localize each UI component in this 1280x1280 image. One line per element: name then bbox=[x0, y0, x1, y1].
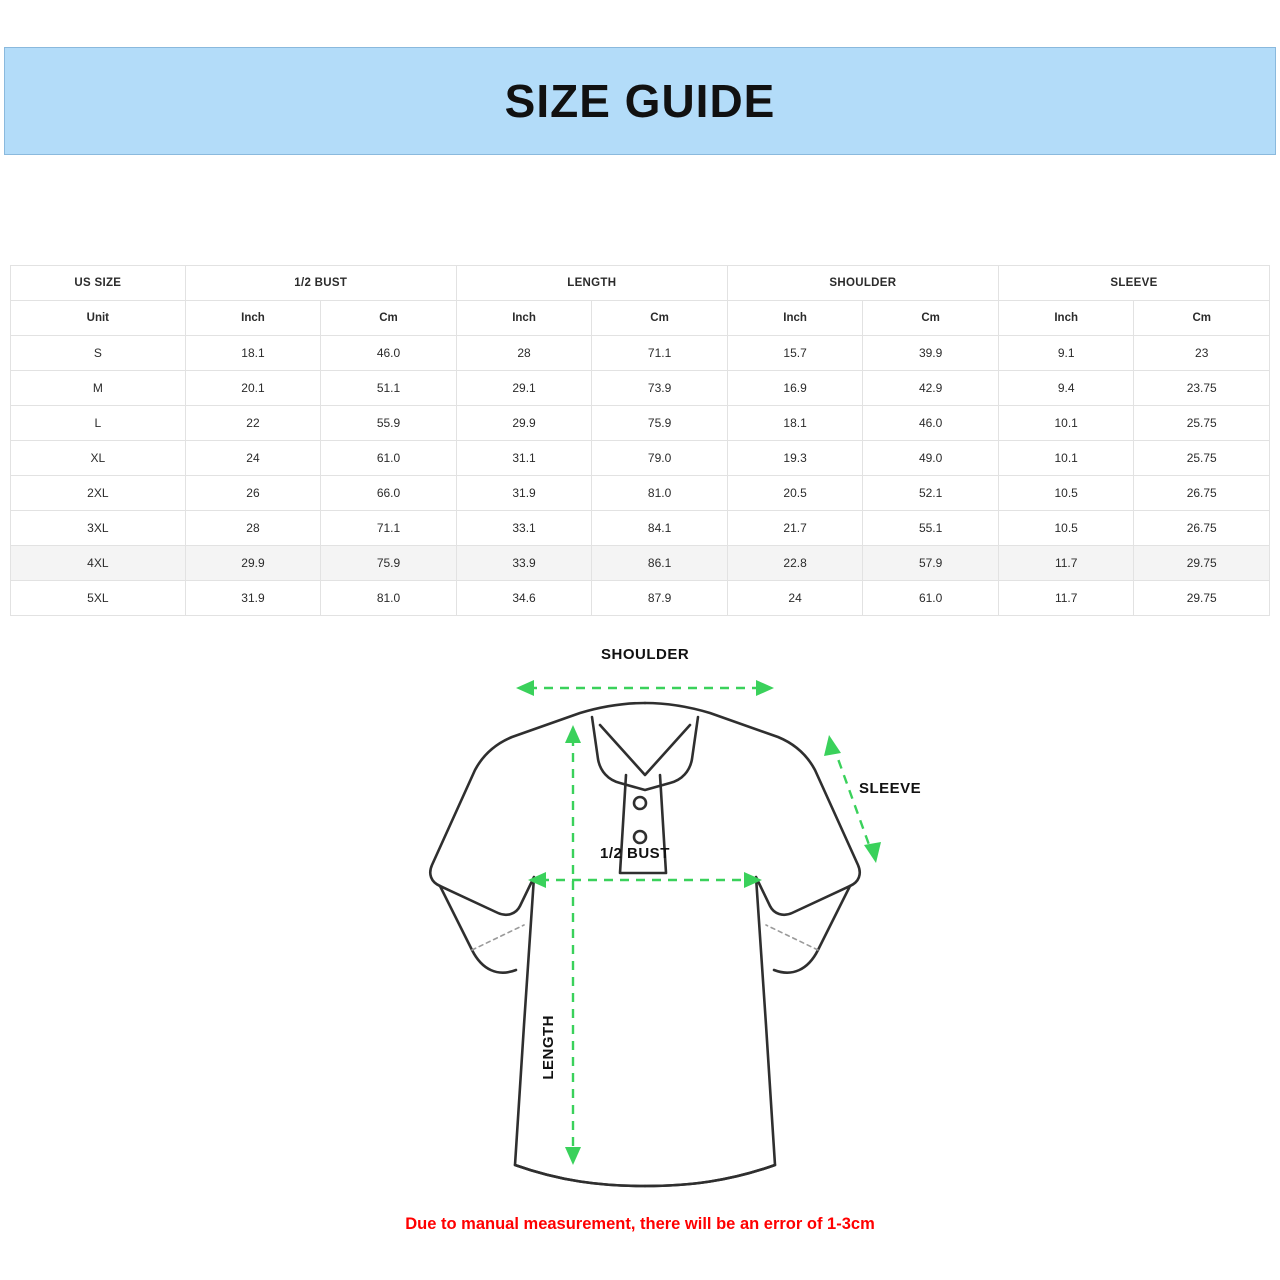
cell-size: 3XL bbox=[11, 511, 186, 546]
cell-sleeve-cm: 23 bbox=[1134, 336, 1270, 371]
cell-shoulder-cm: 52.1 bbox=[863, 476, 999, 511]
cell-length-cm: 79.0 bbox=[592, 441, 728, 476]
cell-length-inch: 29.1 bbox=[456, 371, 592, 406]
cell-bust-inch: 29.9 bbox=[185, 546, 321, 581]
label-half-bust: 1/2 BUST bbox=[600, 845, 670, 862]
cell-bust-inch: 31.9 bbox=[185, 581, 321, 616]
cell-shoulder-inch: 21.7 bbox=[727, 511, 863, 546]
cell-size: M bbox=[11, 371, 186, 406]
cell-shoulder-inch: 19.3 bbox=[727, 441, 863, 476]
cell-length-cm: 73.9 bbox=[592, 371, 728, 406]
cell-bust-cm: 66.0 bbox=[321, 476, 457, 511]
cell-bust-inch: 22 bbox=[185, 406, 321, 441]
table-row bbox=[11, 336, 1270, 371]
table-row bbox=[11, 441, 1270, 476]
cell-sleeve-cm: 25.75 bbox=[1134, 441, 1270, 476]
cell-shoulder-cm: 55.1 bbox=[863, 511, 999, 546]
cell-bust-cm: 81.0 bbox=[321, 581, 457, 616]
cell-sleeve-cm: 29.75 bbox=[1134, 581, 1270, 616]
column-header-length: LENGTH bbox=[456, 266, 727, 301]
table-unit-row bbox=[11, 301, 1270, 336]
label-sleeve: SLEEVE bbox=[859, 780, 922, 797]
cell-sleeve-inch: 9.1 bbox=[998, 336, 1134, 371]
cell-bust-cm: 46.0 bbox=[321, 336, 457, 371]
cell-length-cm: 86.1 bbox=[592, 546, 728, 581]
table-row bbox=[11, 511, 1270, 546]
cell-sleeve-inch: 10.5 bbox=[998, 511, 1134, 546]
cell-size: 5XL bbox=[11, 581, 186, 616]
column-header-shoulder: SHOULDER bbox=[727, 266, 998, 301]
size-chart-table bbox=[10, 265, 1270, 616]
table-row bbox=[11, 581, 1270, 616]
column-header-sleeve: SLEEVE bbox=[998, 266, 1269, 301]
cell-shoulder-cm: 49.0 bbox=[863, 441, 999, 476]
cell-shoulder-cm: 57.9 bbox=[863, 546, 999, 581]
measurement-illustration bbox=[0, 625, 1280, 1205]
cell-shoulder-inch: 16.9 bbox=[727, 371, 863, 406]
cell-bust-cm: 51.1 bbox=[321, 371, 457, 406]
table-row bbox=[11, 476, 1270, 511]
cell-sleeve-inch: 11.7 bbox=[998, 546, 1134, 581]
cell-bust-inch: 26 bbox=[185, 476, 321, 511]
unit-sleeve-cm: Cm bbox=[1134, 301, 1270, 336]
unit-bust-cm: Cm bbox=[321, 301, 457, 336]
label-length: LENGTH bbox=[540, 1015, 557, 1080]
cell-sleeve-cm: 26.75 bbox=[1134, 511, 1270, 546]
cell-sleeve-inch: 10.5 bbox=[998, 476, 1134, 511]
cell-length-inch: 28 bbox=[456, 336, 592, 371]
label-shoulder: SHOULDER bbox=[601, 646, 690, 663]
cell-length-inch: 31.9 bbox=[456, 476, 592, 511]
header-banner bbox=[4, 47, 1276, 155]
cell-bust-inch: 18.1 bbox=[185, 336, 321, 371]
cell-sleeve-cm: 25.75 bbox=[1134, 406, 1270, 441]
cell-length-cm: 71.1 bbox=[592, 336, 728, 371]
cell-shoulder-inch: 15.7 bbox=[727, 336, 863, 371]
cell-length-cm: 75.9 bbox=[592, 406, 728, 441]
cell-size: 4XL bbox=[11, 546, 186, 581]
cell-length-inch: 34.6 bbox=[456, 581, 592, 616]
cell-length-inch: 29.9 bbox=[456, 406, 592, 441]
cell-length-cm: 87.9 bbox=[592, 581, 728, 616]
cell-sleeve-inch: 11.7 bbox=[998, 581, 1134, 616]
cell-sleeve-inch: 10.1 bbox=[998, 441, 1134, 476]
column-header-us-size: US SIZE bbox=[11, 266, 186, 301]
cell-size: XL bbox=[11, 441, 186, 476]
cell-bust-inch: 28 bbox=[185, 511, 321, 546]
cell-shoulder-cm: 39.9 bbox=[863, 336, 999, 371]
unit-bust-inch: Inch bbox=[185, 301, 321, 336]
cell-shoulder-inch: 18.1 bbox=[727, 406, 863, 441]
cell-shoulder-inch: 20.5 bbox=[727, 476, 863, 511]
cell-sleeve-cm: 23.75 bbox=[1134, 371, 1270, 406]
cell-size: S bbox=[11, 336, 186, 371]
cell-shoulder-inch: 22.8 bbox=[727, 546, 863, 581]
cell-sleeve-cm: 26.75 bbox=[1134, 476, 1270, 511]
table-group-header-row bbox=[11, 266, 1270, 301]
table-row bbox=[11, 406, 1270, 441]
cell-bust-cm: 61.0 bbox=[321, 441, 457, 476]
cell-size: L bbox=[11, 406, 186, 441]
cell-bust-inch: 20.1 bbox=[185, 371, 321, 406]
cell-sleeve-inch: 9.4 bbox=[998, 371, 1134, 406]
measurement-disclaimer: Due to manual measurement, there will be an error of 1-3cm bbox=[405, 1215, 875, 1233]
cell-shoulder-cm: 61.0 bbox=[863, 581, 999, 616]
page-title: SIZE GUIDE bbox=[504, 75, 776, 127]
cell-bust-cm: 55.9 bbox=[321, 406, 457, 441]
table-row bbox=[11, 546, 1270, 581]
unit-sleeve-inch: Inch bbox=[998, 301, 1134, 336]
cell-length-inch: 33.1 bbox=[456, 511, 592, 546]
unit-shoulder-inch: Inch bbox=[727, 301, 863, 336]
unit-length-cm: Cm bbox=[592, 301, 728, 336]
cell-length-cm: 81.0 bbox=[592, 476, 728, 511]
table-row bbox=[11, 371, 1270, 406]
unit-label: Unit bbox=[11, 301, 186, 336]
unit-length-inch: Inch bbox=[456, 301, 592, 336]
cell-sleeve-cm: 29.75 bbox=[1134, 546, 1270, 581]
unit-shoulder-cm: Cm bbox=[863, 301, 999, 336]
cell-bust-cm: 71.1 bbox=[321, 511, 457, 546]
cell-shoulder-cm: 42.9 bbox=[863, 371, 999, 406]
cell-length-inch: 33.9 bbox=[456, 546, 592, 581]
cell-shoulder-inch: 24 bbox=[727, 581, 863, 616]
cell-shoulder-cm: 46.0 bbox=[863, 406, 999, 441]
cell-length-cm: 84.1 bbox=[592, 511, 728, 546]
cell-bust-cm: 75.9 bbox=[321, 546, 457, 581]
cell-sleeve-inch: 10.1 bbox=[998, 406, 1134, 441]
cell-length-inch: 31.1 bbox=[456, 441, 592, 476]
polo-shirt-diagram bbox=[0, 625, 1280, 1205]
cell-size: 2XL bbox=[11, 476, 186, 511]
cell-bust-inch: 24 bbox=[185, 441, 321, 476]
column-header-half-bust: 1/2 BUST bbox=[185, 266, 456, 301]
